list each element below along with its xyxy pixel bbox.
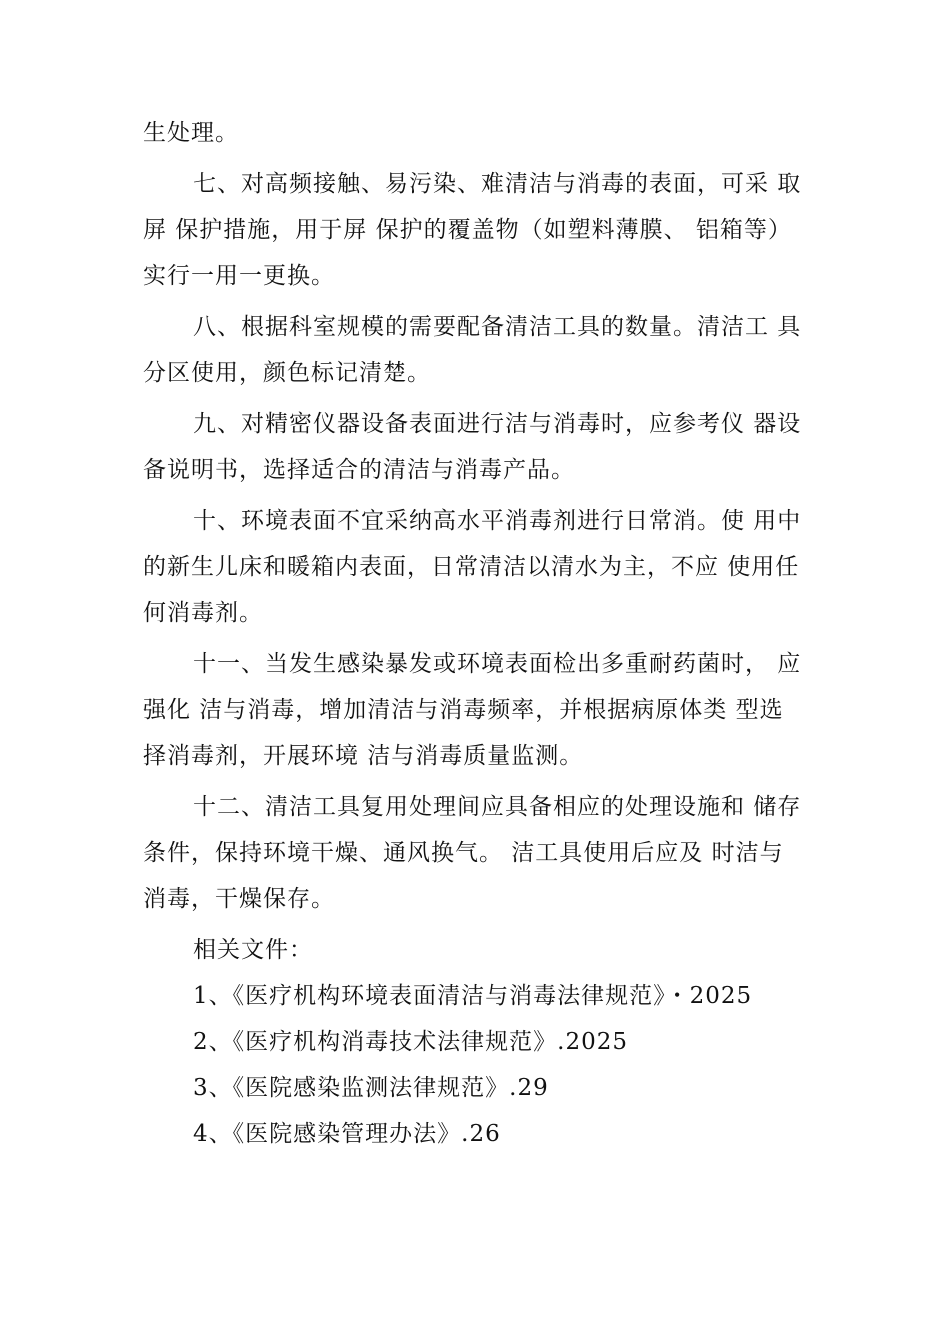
text-line: 七、对高频接触、易污染、难清洁与消毒的表面，可采 取 xyxy=(193,171,802,197)
text-line: 择消毒剂，开展环境 洁与消毒质量监测。 xyxy=(143,743,584,769)
paragraph-item-8 xyxy=(143,304,833,396)
reference-item: 2、《医疗机构消毒技术法律规范》.2025 xyxy=(193,1029,628,1055)
paragraph-item-12 xyxy=(143,784,833,922)
related-documents xyxy=(143,927,833,1157)
text-line: 生处理。 xyxy=(143,120,239,146)
related-heading: 相关文件： xyxy=(193,937,313,963)
reference-item: 1、《医疗机构环境表面清洁与消毒法律规范》・2025 xyxy=(193,983,753,1009)
paragraph-item-9 xyxy=(143,401,833,493)
text-line: 实行一用一更换。 xyxy=(143,263,335,289)
text-line: 强化 洁与消毒，增加清洁与消毒频率，并根据病原体类 型选 xyxy=(143,697,784,723)
text-line: 条件，保持环境干燥、通风换气。 洁工具使用后应及 时洁与 xyxy=(143,840,784,866)
paragraph-item-11 xyxy=(143,641,833,779)
text-line: 消毒，干燥保存。 xyxy=(143,886,335,912)
paragraph-item-7 xyxy=(143,161,833,299)
text-line: 的新生儿床和暖箱内表面，日常清洁以清水为主，不应 使用任 xyxy=(143,554,800,580)
text-line: 屏 保护措施，用于屏 保护的覆盖物（如塑料薄膜、 铝箱等） xyxy=(143,217,792,243)
text-line: 备说明书，选择适合的清洁与消毒产品。 xyxy=(143,457,575,483)
text-line: 十、环境表面不宜采纳高水平消毒剂进行日常消。使 用中 xyxy=(193,508,802,534)
text-line: 分区使用，颜色标记清楚。 xyxy=(143,360,431,386)
text-line: 十二、清洁工具复用处理间应具备相应的处理设施和 储存 xyxy=(193,794,802,820)
text-line: 九、对精密仪器设备表面进行洁与消毒时，应参考仪 器设 xyxy=(193,411,802,437)
text-line: 何消毒剂。 xyxy=(143,600,263,626)
text-line: 八、根据科室规模的需要配备清洁工具的数量。清洁工 具 xyxy=(193,314,802,340)
paragraph-item-10 xyxy=(143,498,833,636)
reference-item: 3、《医院感染监测法律规范》.29 xyxy=(193,1075,549,1101)
reference-item: 4、《医院感染管理办法》.26 xyxy=(193,1121,501,1147)
text-line: 十一、当发生感染暴发或环境表面检出多重耐药菌时， 应 xyxy=(193,651,802,677)
paragraph-continuation xyxy=(143,110,833,156)
document-body xyxy=(143,110,833,1157)
